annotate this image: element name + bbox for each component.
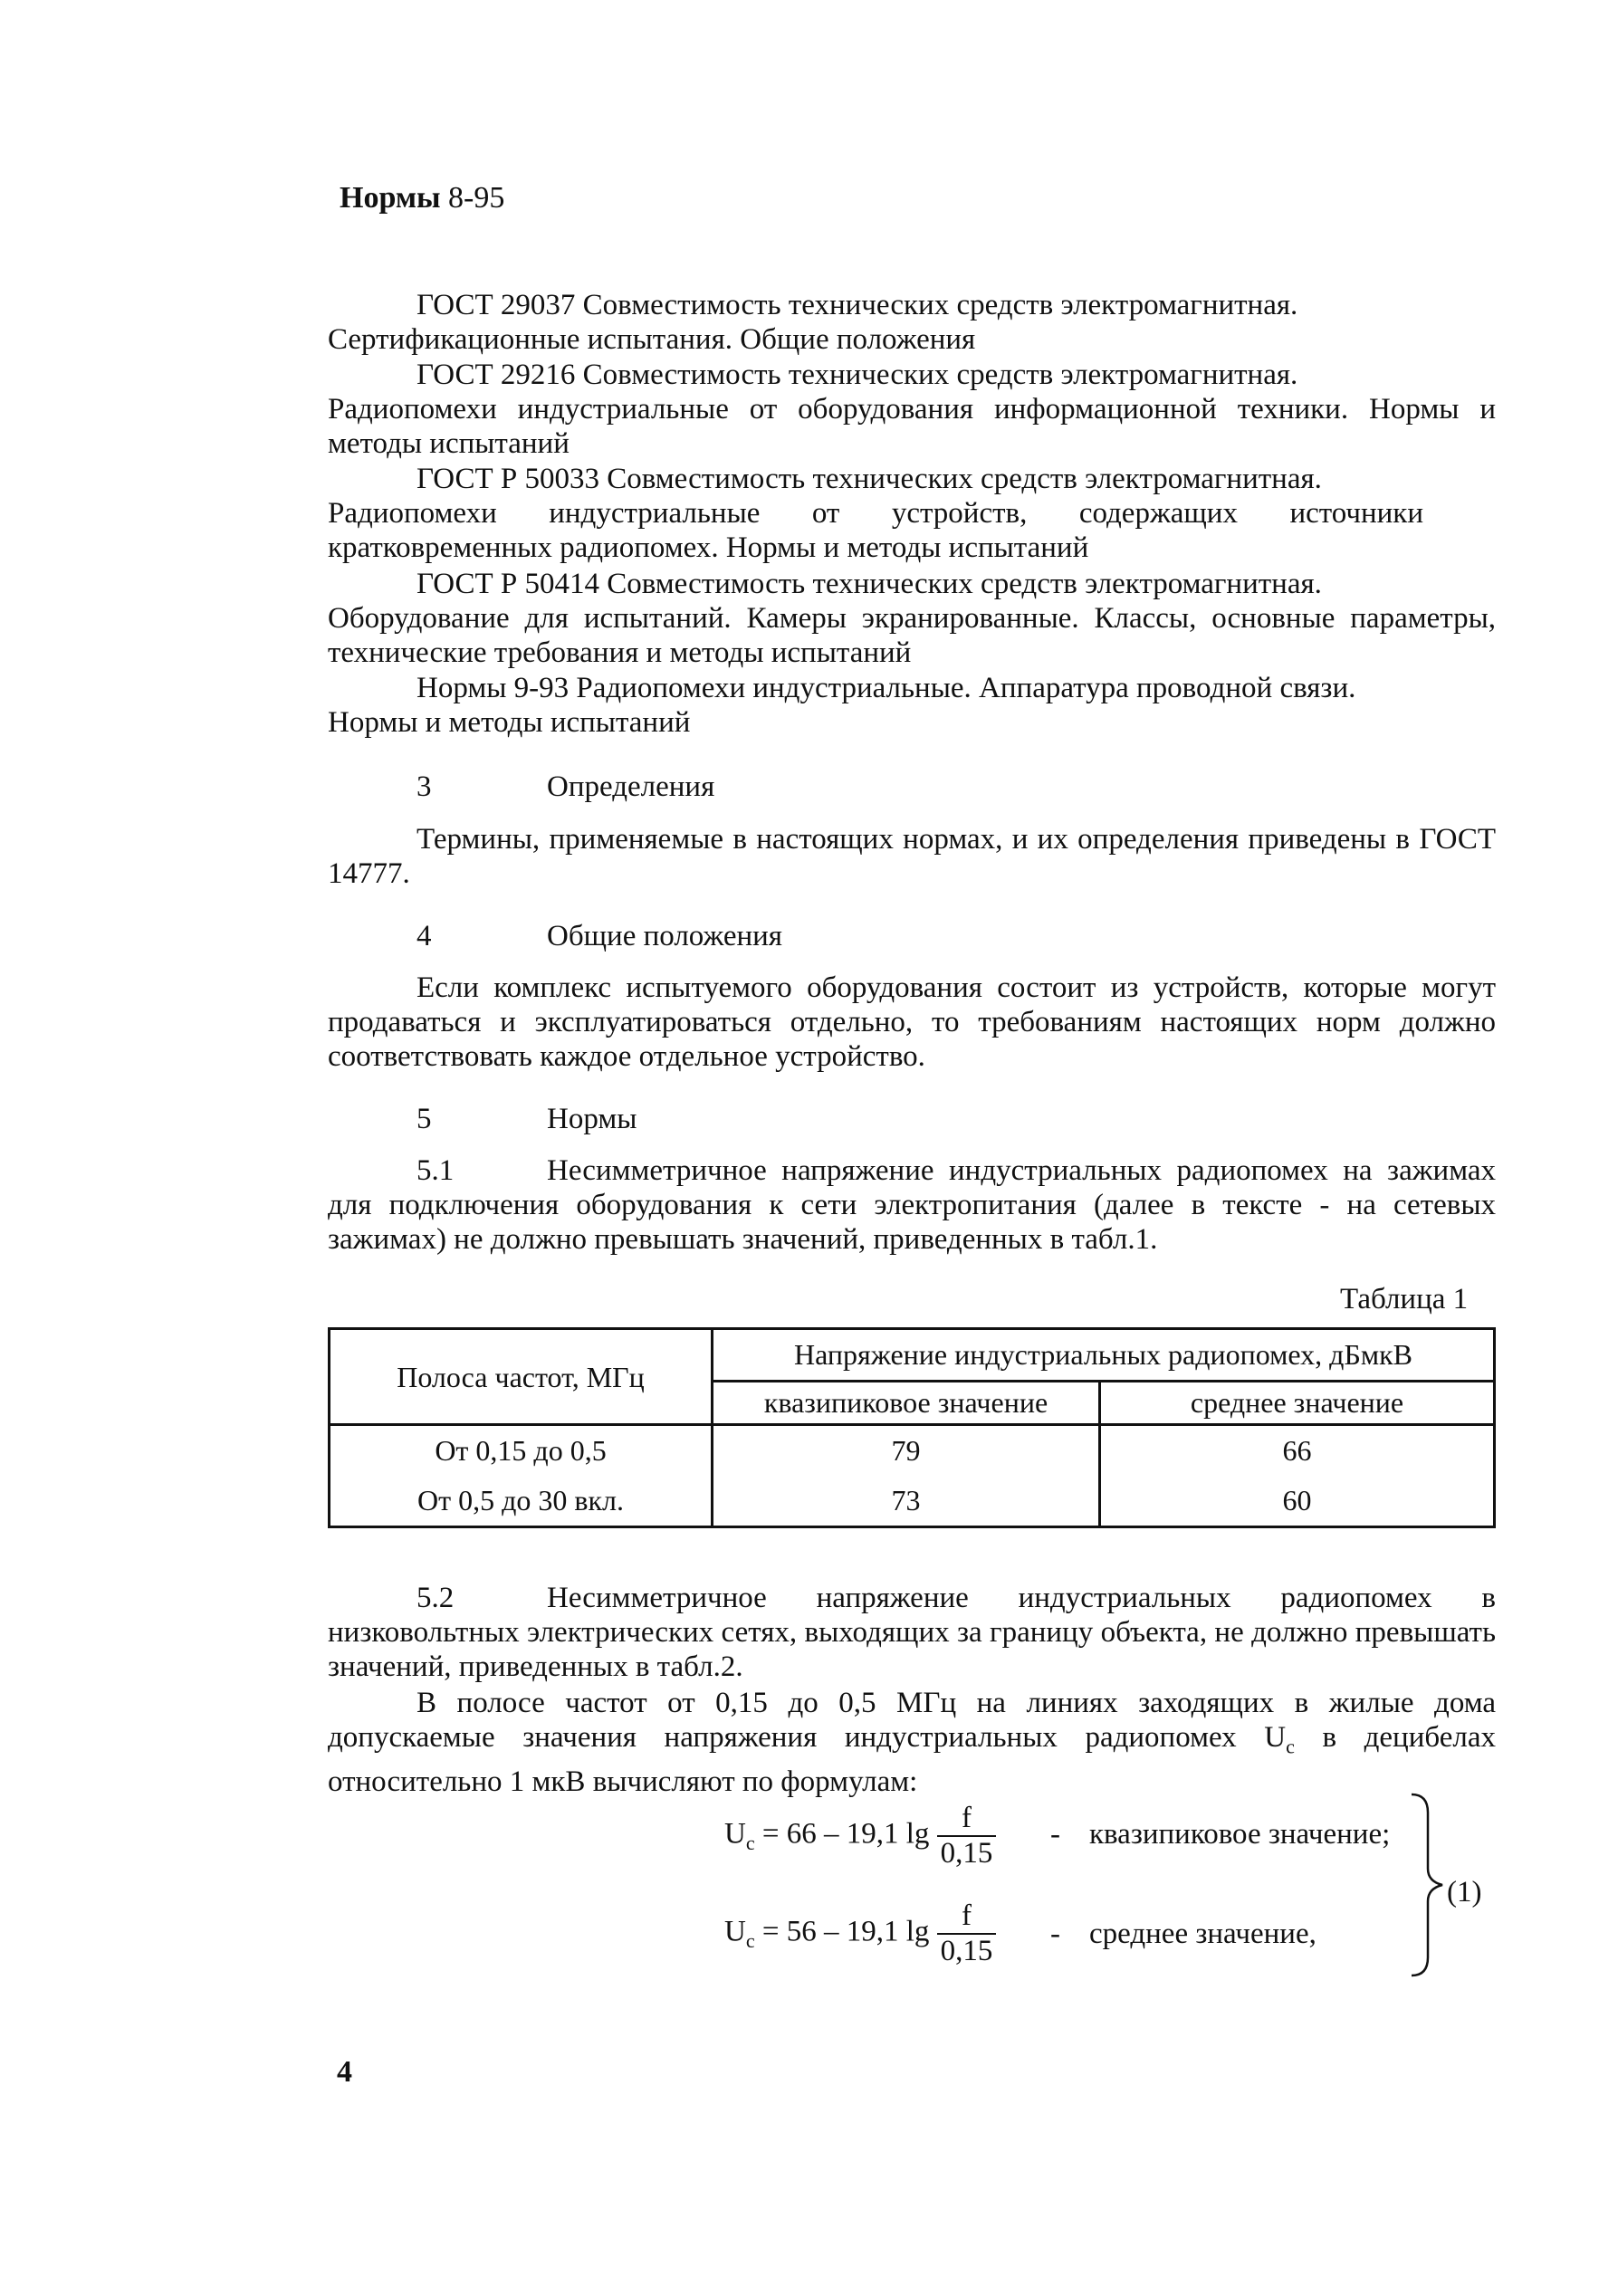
- table-header-frequency-band: Полоса частот, МГц: [330, 1329, 713, 1425]
- table-1-caption: Таблица 1: [1340, 1283, 1469, 1315]
- formula-fraction: [937, 1899, 997, 1968]
- formula-fraction: [937, 1802, 997, 1870]
- formula-intro-subscript: c: [1286, 1735, 1295, 1758]
- formula-symbol: U: [724, 1915, 746, 1948]
- formula-subscript: c: [745, 1929, 755, 1953]
- page-number: 4: [337, 2055, 352, 2089]
- formula-intro-text: В полосе частот от 0,15 до 0,5 МГц на линиях заходящих в жилые дома допускаемые значения напряжения индустриальных радиопомех U: [328, 1687, 1496, 1754]
- reference-1-first-line: ГОСТ 29037 Совместимость технических средств электромагнитная.: [416, 289, 1298, 321]
- table-cell-average: 66: [1100, 1425, 1495, 1477]
- table-header-voltage: Напряжение индустриальных радиопомех, дБмкВ: [713, 1329, 1495, 1382]
- reference-4-continuation: Оборудование для испытаний. Камеры экранированные. Классы, основные параметры, технические требования и методы испытаний: [328, 602, 1496, 669]
- section-5-number: 5: [416, 1103, 432, 1135]
- reference-5-continuation: Нормы и методы испытаний: [328, 706, 691, 739]
- formula-symbol: U: [724, 1817, 746, 1851]
- table-cell-quasi-peak: 79: [713, 1425, 1100, 1477]
- fraction-denominator: 0,15: [937, 1835, 997, 1870]
- paragraph-5-2-formula-intro: [328, 1686, 1496, 1799]
- header-title-bold: Нормы: [340, 181, 441, 215]
- reference-2-first-line: ГОСТ 29216 Совместимость технических средств электромагнитная.: [416, 359, 1298, 391]
- section-3-number: 3: [416, 770, 432, 803]
- reference-1-continuation: Сертификационные испытания. Общие положения: [328, 323, 976, 356]
- formula-subscript: c: [745, 1832, 755, 1855]
- header-title-number: 8-95: [440, 181, 505, 215]
- document-header: [340, 181, 504, 215]
- paragraph-5-1-number: 5.1: [416, 1154, 455, 1187]
- section-3-title: Определения: [547, 770, 715, 803]
- paragraph-5-1-text: Несимметричное напряжение индустриальных радиопомех на зажимах для подключения оборудования к сети электропитания (далее в тексте - на сетевых зажимах) не должно превышать значений, приведенных в табл.1.: [328, 1154, 1496, 1256]
- table-subheader-average: среднее значение: [1100, 1382, 1495, 1425]
- section-4-number: 4: [416, 920, 432, 952]
- formula-1-dash: -: [1050, 1818, 1060, 1851]
- reference-3-first-line: ГОСТ Р 50033 Совместимость технических средств электромагнитная.: [416, 463, 1322, 495]
- formula-quasi-peak: [724, 1802, 996, 1870]
- formula-intro-text-end: в децибелах относительно 1 мкВ вычисляют по формулам:: [328, 1721, 1496, 1798]
- reference-3-continuation: Радиопомехи индустриальные от устройств, содержащих источники кратковременных радиопомех. Нормы и методы испытаний: [328, 497, 1423, 564]
- paragraph-5-2-number: 5.2: [416, 1582, 455, 1614]
- formula-rhs: = 56 – 19,1 lg: [761, 1915, 930, 1948]
- formula-average: [724, 1899, 996, 1968]
- table-cell-average: 60: [1100, 1476, 1495, 1527]
- table-cell-band: От 0,5 до 30 вкл.: [330, 1476, 713, 1527]
- formula-average-description: среднее значение,: [1089, 1918, 1316, 1950]
- formula-rhs: = 66 – 19,1 lg: [761, 1817, 930, 1851]
- table-row: [330, 1476, 1495, 1527]
- section-3-text: Термины, применяемые в настоящих нормах, и их определения приведены в ГОСТ 14777.: [328, 823, 1496, 890]
- section-4-title: Общие положения: [547, 920, 782, 952]
- reference-5-first-line: Нормы 9-93 Радиопомехи индустриальные. Аппаратура проводной связи.: [416, 672, 1356, 704]
- formula-2-dash: -: [1050, 1918, 1060, 1950]
- norms-table-1: [328, 1327, 1496, 1528]
- formula-number-label: (1): [1447, 1876, 1482, 1909]
- paragraph-5-2-text: Несимметричное напряжение индустриальных радиопомех в низковольтных электрических сетях, выходящих за границу объекта, не должно превышать значений, приведенных в табл.2.: [328, 1582, 1496, 1683]
- table-cell-quasi-peak: 73: [713, 1476, 1100, 1527]
- formula-quasi-peak-description: квазипиковое значение;: [1089, 1818, 1391, 1851]
- table-row: [330, 1425, 1495, 1477]
- fraction-numerator: f: [962, 1802, 972, 1834]
- table-subheader-quasi-peak: квазипиковое значение: [713, 1382, 1100, 1425]
- section-5-title: Нормы: [547, 1103, 637, 1135]
- table-cell-band: От 0,15 до 0,5: [330, 1425, 713, 1477]
- reference-4-first-line: ГОСТ Р 50414 Совместимость технических средств электромагнитная.: [416, 568, 1322, 600]
- reference-2-continuation: Радиопомехи индустриальные от оборудования информационной техники. Нормы и методы испытаний: [328, 393, 1496, 460]
- section-4-text: Если комплекс испытуемого оборудования состоит из устройств, которые могут продаваться и эксплуатироваться отдельно, то требованиям настоящих норм должно соответствовать каждое отдельное устройство.: [328, 971, 1496, 1073]
- fraction-denominator: 0,15: [937, 1933, 997, 1968]
- fraction-numerator: f: [962, 1899, 972, 1932]
